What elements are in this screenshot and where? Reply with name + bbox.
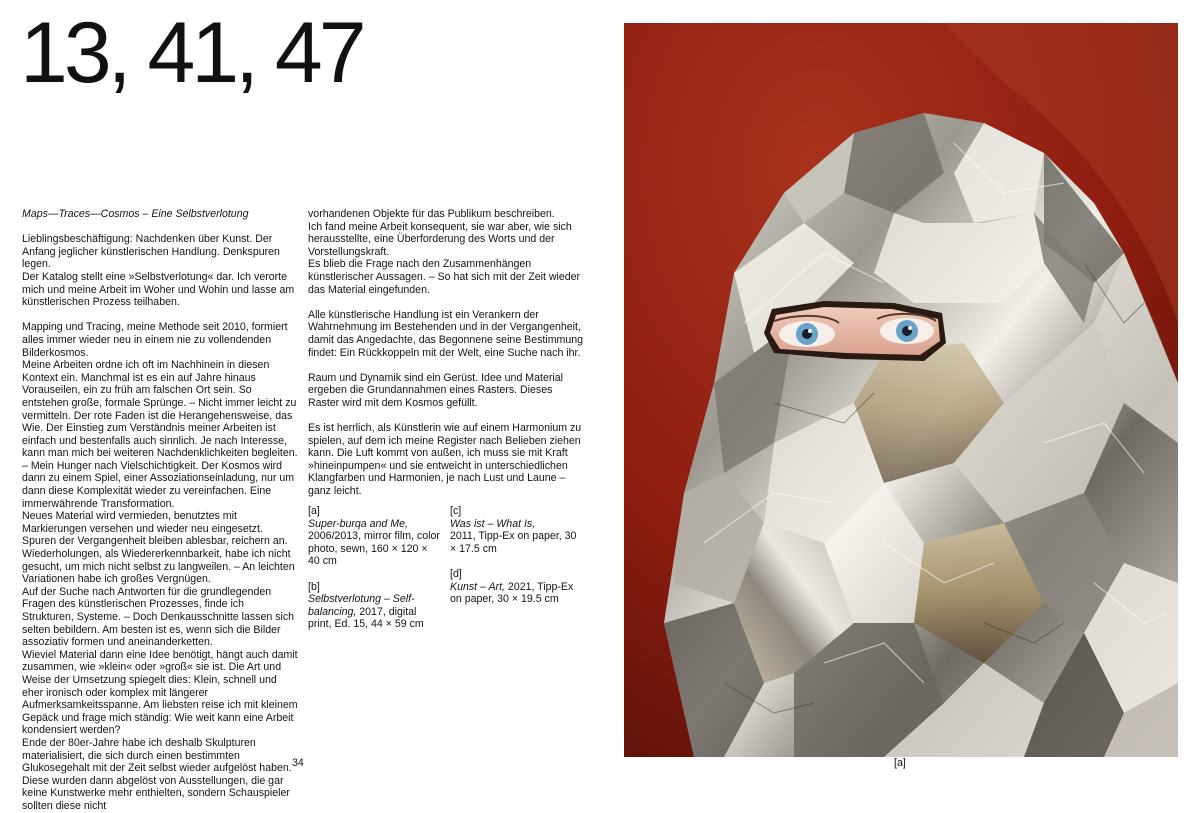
paragraph: Ich fand meine Arbeit konsequent, sie war aber, wie sich herausstellte, eine Überforderung des Worts und der Vorstellungskraft. bbox=[308, 220, 572, 258]
caption-details: 2011, Tipp-Ex on paper, 30 × 17.5 cm bbox=[450, 530, 577, 555]
page-title: 13, 41, 47 bbox=[20, 5, 363, 101]
paragraph: Wiederholungen, als Wiedererkennbarkeit, habe ich nicht gesucht, um mich nicht selbst zu langweilen. – An leichten Variationen habe ich großes Vergnügen. bbox=[22, 548, 295, 586]
caption-details: 2017, digital print, Ed. 15, 44 × 59 cm bbox=[308, 605, 424, 631]
caption-item bbox=[450, 568, 582, 606]
paragraph: vorhandenen Objekte für das Publikum beschreiben. bbox=[308, 208, 555, 220]
caption-column bbox=[450, 505, 582, 618]
left-eye bbox=[779, 321, 835, 347]
caption-item bbox=[450, 505, 582, 555]
artwork-photo bbox=[624, 23, 1178, 757]
paragraph: Meine Arbeiten ordne ich oft im Nachhinein in diesen Kontext ein. Manchmal ist es ein auf Jahre hinaus Vorauseilen, ein zu früh am falschen Ort sein. So entstehen große, formale Sprünge. – Nicht immer leicht zu vermitteln. Der rote Faden ist die Herangehensweise, das Wie. Der Einstieg zum Verständnis meiner Arbeiten ist einfach und bestenfalls auch sinnlich. Je nach Interesse, kann man mich bei weiteren Nachdenklichkeiten begleiten. – Mein Hunger nach Vielschichtigkeit. Der Kosmos wird dann zu einem Spiel, einer Assoziationseinladung, nur um dann diese Komplexität wieder zu vereinfachen. Eine immerwährende Transformation. bbox=[22, 359, 298, 510]
page-number: 34 bbox=[292, 757, 304, 769]
paragraph: Alle künstlerische Handlung ist ein Verankern der Wahrnehmung im Bestehenden und in der Vergangenheit, damit das Angedachte, das Begonnene seine Bestimmung findet: Ein Rückkoppeln mit der Welt, eine Suche nach ihr. bbox=[308, 308, 584, 359]
paragraph: Ende der 80er-Jahre habe ich deshalb Skulpturen materialisiert, die sich durch einen bestimmten Glukosegehalt mit der Zeit selbst wieder aufgelöst haben. Diese wurden dann abgelöst von Ausstellungen, die gar keine Kunstwerke mehr enthielten, sondern Schauspieler sollten diese nicht bbox=[22, 736, 292, 812]
paragraph: Raum und Dynamik sind ein Gerüst. Idee und Material ergeben die Grundannahmen eines Rasters. Dieses Raster wird mit dem Kosmos gefüllt. bbox=[308, 371, 563, 409]
caption-column bbox=[308, 505, 440, 644]
caption-label: [c] bbox=[450, 505, 462, 517]
caption-title: Super-burqa and Me, bbox=[308, 517, 408, 530]
photo-caption: [a] bbox=[894, 757, 906, 769]
paragraph: Neues Material wird vermieden, benutztes mit Markierungen versehen und wieder neu eingesetzt. Spuren der Vergangenheit bleiben ablesbar, reichern an. bbox=[22, 510, 288, 548]
caption-title: Was ist – What Is, bbox=[450, 517, 536, 530]
caption-details: 2006/2013, mirror film, color photo, sewn, 160 × 120 × 40 cm bbox=[308, 530, 440, 568]
caption-title: Selbstverlotung – Self-balancing, bbox=[308, 593, 415, 618]
right-eye bbox=[880, 318, 934, 344]
caption-label: [b] bbox=[308, 580, 320, 593]
caption-item bbox=[308, 505, 440, 568]
paragraph: Mapping und Tracing, meine Methode seit 2010, formiert alles immer wieder neu in einem nie zu vollendenden Bilderkosmos. bbox=[22, 321, 288, 359]
section-subheading: Maps—Traces—Cosmos – Eine Selbstverlotung bbox=[22, 208, 249, 220]
caption-label: [a] bbox=[308, 505, 320, 517]
paragraph: Es ist herrlich, als Künstlerin wie auf einem Harmonium zu spielen, auf dem ich meine Register nach Belieben ziehen kann. Die Luft kommt von außen, ich muss sie mit Kraft »hineinpumpen« und sie entweicht in unterschiedlichen Klangfarben und Harmonien, je nach Lust und Laune – ganz leicht. bbox=[308, 422, 582, 498]
text-column-left bbox=[22, 208, 298, 813]
caption-label: [d] bbox=[450, 567, 462, 580]
paragraph: Der Katalog stellt eine »Selbstverlotung« dar. Ich verorte mich und meine Arbeit im Woher und Wohin und lasse am künstlerischen Prozess teilhaben. bbox=[22, 270, 295, 309]
eye-slit bbox=[764, 301, 946, 361]
text-column-middle bbox=[308, 208, 584, 498]
caption-item bbox=[308, 581, 440, 631]
paragraph: Wieviel Material dann eine Idee benötigt, hängt auch damit zusammen, wie »klein« oder »groß« sie ist. Die Art und Weise der Umsetzung spiegelt dies: Klein, schnell und eher ironisch oder komplex mit längerer Aufmerksamkeitsspanne. Am liebsten reise ich mit kleinem Gepäck und frage mich ständig: Wie weit kann eine Arbeit kondensiert werden? bbox=[22, 648, 298, 737]
paragraph: Auf der Suche nach Antworten für die grundlegenden Fragen des künstlerischen Prozesses, finde ich Strukturen, Systeme. – Doch Denkausschnitte lassen sich selten bebildern. Am besten ist es, wenn sich die Bilder assoziativ formen und aneinanderketten. bbox=[22, 585, 295, 649]
paragraph: Es blieb die Frage nach den Zusammenhängen künstlerischer Aussagen. – So hat sich mit der Zeit wieder das Material eingefunden. bbox=[308, 258, 581, 296]
caption-details: 2021, Tipp-Ex on paper, 30 × 19.5 cm bbox=[450, 580, 574, 606]
caption-title: Kunst – Art, bbox=[450, 580, 505, 593]
paragraph: Lieblingsbeschäftigung: Nachdenken über Kunst. Der Anfang jeglicher künstlerischen Handlung. Denkspuren legen. bbox=[22, 233, 280, 271]
